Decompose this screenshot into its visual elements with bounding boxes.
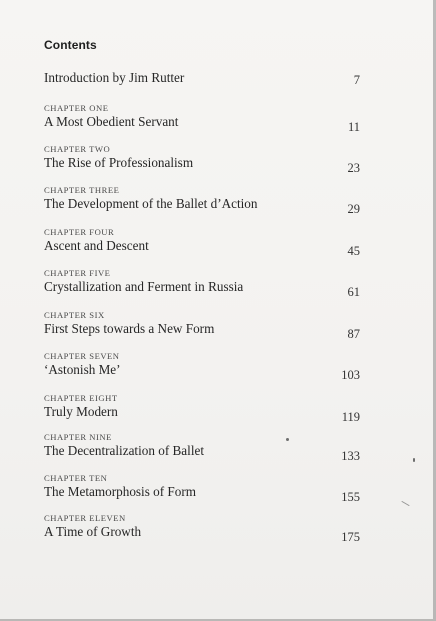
chapter-label: CHAPTER ONE: [44, 103, 109, 113]
chapter-label: CHAPTER FOUR: [44, 227, 115, 237]
entry-page-number: 61: [347, 285, 360, 299]
entry-title: The Decentralization of Ballet: [44, 443, 205, 458]
toc-entry-chapter-nine: [44, 432, 360, 463]
toc-entry-chapter-seven: [44, 351, 360, 382]
toc-entry-chapter-one: [44, 103, 360, 134]
chapter-label: CHAPTER NINE: [44, 432, 112, 442]
entry-page-number: 45: [347, 244, 360, 258]
entry-title: Crystallization and Ferment in Russia: [44, 279, 244, 294]
chapter-label: CHAPTER FIVE: [44, 268, 111, 278]
chapter-label: CHAPTER TWO: [44, 144, 111, 154]
entry-page-number: 119: [341, 410, 360, 424]
entry-page-number: 29: [347, 202, 360, 216]
entry-title: The Rise of Professionalism: [44, 155, 194, 170]
toc-entry-chapter-six: [44, 310, 360, 341]
entry-page-number: 133: [341, 449, 360, 463]
entry-title: A Most Obedient Servant: [44, 114, 179, 129]
toc-entry-chapter-ten: [44, 473, 360, 504]
ink-speck: [286, 438, 289, 441]
entry-title: The Development of the Ballet d’Action: [44, 196, 258, 211]
entry-title: Introduction by Jim Rutter: [44, 70, 185, 85]
entry-title: A Time of Growth: [44, 524, 142, 539]
toc-entry-chapter-two: [44, 144, 360, 175]
entry-page-number: 87: [347, 327, 360, 341]
toc-entry-chapter-five: [44, 268, 360, 299]
entry-page-number: 11: [347, 120, 360, 134]
chapter-label: CHAPTER THREE: [44, 185, 120, 195]
entry-page-number: 103: [341, 368, 360, 382]
entry-title: First Steps towards a New Form: [44, 321, 215, 336]
chapter-label: CHAPTER SIX: [44, 310, 105, 320]
toc-entry-chapter-eight: [44, 393, 360, 424]
toc-entry-chapter-three: [44, 185, 360, 216]
toc-entry-chapter-eleven: [44, 513, 360, 544]
entry-title: ‘Astonish Me’: [44, 362, 121, 377]
chapter-label: CHAPTER EIGHT: [44, 393, 118, 403]
entry-page-number: 7: [353, 73, 360, 87]
entry-title: Ascent and Descent: [44, 238, 149, 253]
chapter-label: CHAPTER ELEVEN: [44, 513, 126, 523]
chapter-label: CHAPTER TEN: [44, 473, 108, 483]
entry-title: The Metamorphosis of Form: [44, 484, 197, 499]
toc-entry-introduction: [44, 70, 360, 88]
entry-page-number: 155: [341, 490, 360, 504]
chapter-label: CHAPTER SEVEN: [44, 351, 120, 361]
ink-speck: [413, 458, 415, 462]
toc-entry-chapter-four: [44, 227, 360, 258]
contents-heading: Contents: [44, 38, 97, 52]
entry-page-number: 23: [347, 161, 360, 175]
entry-page-number: 175: [341, 530, 360, 544]
entry-title: Truly Modern: [44, 404, 118, 419]
ink-scratch: [401, 501, 409, 506]
